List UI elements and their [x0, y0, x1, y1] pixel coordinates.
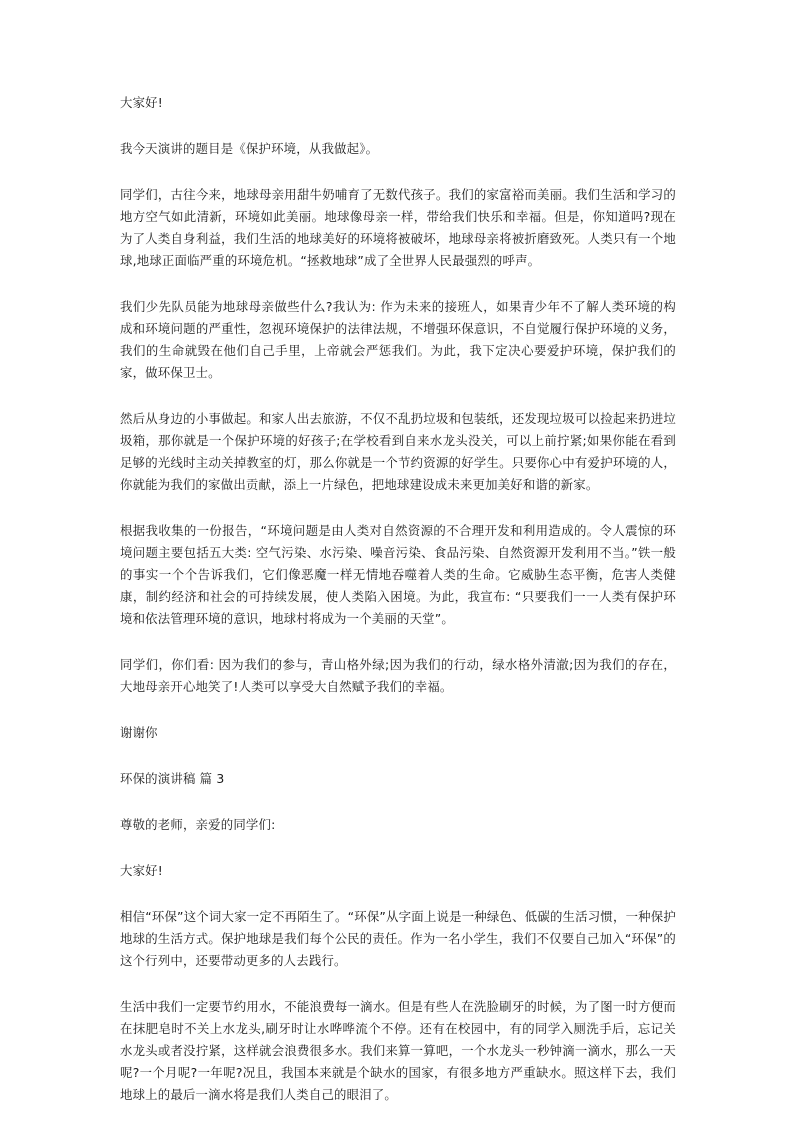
greeting-2: 大家好!	[120, 863, 163, 878]
salutation: 尊敬的老师，亲爱的同学们:	[120, 817, 276, 832]
paragraph-2: 我们少先队员能为地球母亲做些什么?我认为: 作为未来的接班人，如果青少年不了解人类环境的构成和环境问题的严重性，忽视环境保护的法律法规，不增强环保意识，不自觉履行保护环境的义务，我们的生命就毁在他们自己手里，上帝就会严惩我们。为此，我下定决心要爱护环境，保护我们的家，做环保卫士。	[120, 299, 676, 380]
paragraph-1: 同学们，古往今来，地球母亲用甜牛奶哺育了无数代孩子。我们的家富裕而美丽。我们生活和学习的地方空气如此清新，环境如此美丽。地球像母亲一样，带给我们快乐和幸福。但是，你知道吗?现在为了人类自身利益，我们生活的地球美好的环境将被破坏，地球母亲将被折磨致死。人类只有一个地球,地球正面临严重的环境危机。“拯救地球”成了全世界人民最强烈的呼声。	[120, 187, 676, 268]
paragraph-4: 根据我收集的一份报告，“环境问题是由人类对自然资源的不合理开发和利用造成的。令人震惊的环境问题主要包括五大类: 空气污染、水污染、噪音污染、食品污染、自然资源开发利用不当。”铁一般的事实一个个告诉我们，它们像恶魔一样无情地吞噬着人类的生命。它威胁生态平衡，危害人类健康，制约经济和社会的可持续发展，使人类陷入困境。为此，我宣布: “只要我们一一人类有保护环境和依法管理环境的意识，地球村将成为一个美丽的天堂”。	[120, 523, 676, 626]
paragraph-5: 同学们，你们看: 因为我们的参与，青山格外绿;因为我们的行动，绿水格外清澈;因为我们的存在，大地母亲开心地笑了!人类可以享受大自然赋予我们的幸福。	[120, 657, 676, 694]
paragraph-3: 然后从身边的小事做起。和家人出去旅游，不仅不乱扔垃圾和包装纸，还发现垃圾可以捡起来扔进垃圾箱，那你就是一个保护环境的好孩子;在学校看到自来水龙头没关，可以上前拧紧;如果你能在看到足够的光线时主动关掉教室的灯，那么你就是一个节约资源的好学生。只要你心中有爱护环境的人，你就能为我们的家做出贡献，添上一片绿色，把地球建设成未来更加美好和谐的新家。	[120, 411, 676, 492]
paragraph-6: 相信“环保”这个词大家一定不再陌生了。“环保”从字面上说是一种绿色、低碳的生活习惯，一种保护地球的生活方式。保护地球是我们每个公民的责任。作为一名小学生，我们不仅要自己加入“环保”的这个行列中，还要带动更多的人去践行。	[120, 909, 676, 968]
thanks-line: 谢谢你	[120, 725, 158, 740]
document-body	[120, 92, 676, 1130]
section-heading: 环保的演讲稿 篇 3	[120, 771, 225, 786]
paragraph-7: 生活中我们一定要节约用水，不能浪费每一滴水。但是有些人在洗脸刷牙的时候，为了图一时方便而在抹肥皂时不关上水龙头,刷牙时让水哗哗流个不停。还有在校园中，有的同学入厕洗手后，忘记关水龙头或者没拧紧，这样就会浪费很多水。我们来算一算吧，一个水龙头一秒钟滴一滴水，那么一天呢?一个月呢?一年呢?况且，我国本来就是个缺水的国家，有很多地方严重缺水。照这样下去，我们地球上的最后一滴水将是我们人类自己的眼泪了。	[120, 999, 676, 1102]
greeting: 大家好!	[120, 95, 163, 110]
speech-title-line: 我今天演讲的题目是《保护环境，从我做起》。	[120, 141, 379, 156]
